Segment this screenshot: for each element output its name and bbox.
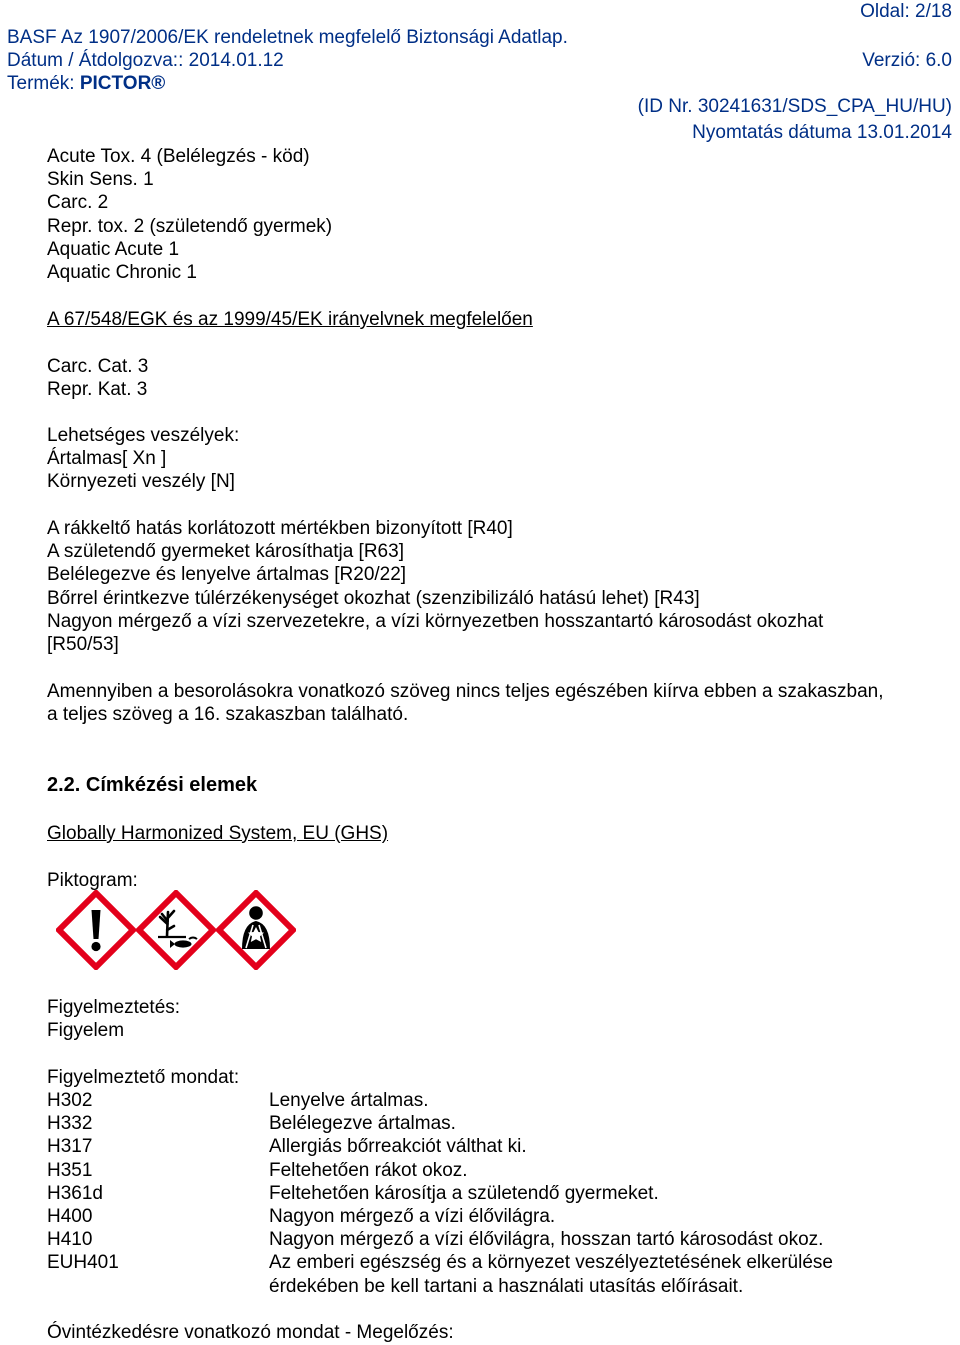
directive-categories [47, 355, 148, 401]
classification-item: Aquatic Acute 1 [47, 238, 180, 260]
signal-word-label: Figyelmeztetés: [47, 997, 181, 1018]
h-code: H361d [47, 1182, 103, 1204]
r-phrase: A rákkeltő hatás korlátozott mértékben bizonyított [R40] [47, 518, 513, 539]
h-text: Nagyon mérgező a vízi élővilágra, hosszan tartó károsodást okoz. [269, 1229, 824, 1251]
h-code: H351 [47, 1159, 93, 1181]
version: Verzió: 6.0 [862, 50, 952, 71]
r-phrase: [R50/53] [47, 634, 119, 656]
r-phrases [47, 517, 823, 656]
signal-word-block [47, 996, 180, 1042]
h-text: érdekében be kell tartani a használati utasítás előírásait. [269, 1275, 744, 1297]
h-code: H410 [47, 1229, 93, 1251]
h-text: Nagyon mérgező a vízi élővilágra. [269, 1206, 556, 1227]
hazard-item: Környezeti veszély [N] [47, 471, 235, 493]
product-label: Termék: [7, 73, 80, 94]
signal-word: Figyelem [47, 1020, 125, 1042]
note-line: Amennyiben a besorolásokra vonatkozó szöveg nincs teljes egészében kiírva ebben a szakaszban, [47, 681, 884, 702]
r-phrase: Belélegezve és lenyelve ártalmas [R20/22] [47, 564, 407, 586]
pictogram-label: Piktogram: [47, 870, 138, 891]
health-hazard-icon [216, 890, 296, 970]
h-text: Lenyelve ártalmas. [269, 1090, 429, 1111]
environment-icon [136, 890, 216, 970]
page-number: Oldal: 2/18 [860, 1, 952, 22]
directive-category: Carc. Cat. 3 [47, 356, 149, 377]
section-title: 2.2. Címkézési elemek [47, 774, 258, 796]
h-code: H400 [47, 1206, 93, 1227]
document-id: (ID Nr. 30241631/SDS_CPA_HU/HU) [637, 96, 952, 117]
hazards-block [47, 424, 239, 494]
h-code: H332 [47, 1113, 93, 1135]
hazards-title: Lehetséges veszélyek: [47, 425, 240, 446]
classification-item: Skin Sens. 1 [47, 169, 154, 191]
h-text: Allergiás bőrreakciót válthat ki. [269, 1136, 527, 1158]
ghs-heading: Globally Harmonized System, EU (GHS) [47, 823, 389, 844]
r-phrase: A születendő gyermeket károsíthatja [R63] [47, 541, 404, 563]
h-code: H302 [47, 1090, 93, 1111]
classification-list [47, 145, 332, 284]
classification-item: Aquatic Chronic 1 [47, 262, 197, 284]
h-text: Belélegezve ártalmas. [269, 1113, 456, 1135]
r-phrase: Nagyon mérgező a vízi szervezetekre, a vízi környezetben hosszantartó károsodást okozhat [47, 610, 824, 632]
h-code: H317 [47, 1136, 93, 1158]
classification-note [47, 680, 884, 726]
hazard-item: Ártalmas[ Xn ] [47, 448, 167, 470]
precaution-title: Óvintézkedésre vonatkozó mondat - Megelőzés: [47, 1322, 454, 1343]
h-text: Feltehetően rákot okoz. [269, 1159, 468, 1181]
h-statements-title: Figyelmeztető mondat: [47, 1067, 240, 1088]
directive-heading: A 67/548/EGK és az 1999/45/EK irányelvnek megfelelően [47, 309, 533, 330]
h-text: Az emberi egészség és a környezet veszélyeztetésének elkerülése [269, 1252, 833, 1274]
classification-item: Repr. tox. 2 (születendő gyermek) [47, 215, 333, 237]
r-phrase: Bőrrel érintkezve túlérzékenységet okozhat (szenzibilizáló hatású lehet) [R43] [47, 587, 700, 609]
directive-category: Repr. Kat. 3 [47, 379, 148, 401]
exclamation-mark-icon [56, 890, 136, 970]
product-line [7, 73, 165, 95]
h-text: Feltehetően károsítja a születendő gyermeket. [269, 1182, 659, 1204]
product-name: PICTOR® [79, 73, 166, 94]
classification-item: Carc. 2 [47, 192, 109, 214]
note-line: a teljes szöveg a 16. szakaszban található. [47, 704, 409, 726]
h-code: EUH401 [47, 1252, 119, 1274]
print-date: Nyomtatás dátuma 13.01.2014 [692, 122, 952, 143]
document-title: BASF Az 1907/2006/EK rendeletnek megfelelő Biztonsági Adatlap. [7, 27, 568, 48]
classification-item: Acute Tox. 4 (Belélegzés - köd) [47, 146, 310, 167]
revision-date: Dátum / Átdolgozva:: 2014.01.12 [7, 50, 284, 71]
